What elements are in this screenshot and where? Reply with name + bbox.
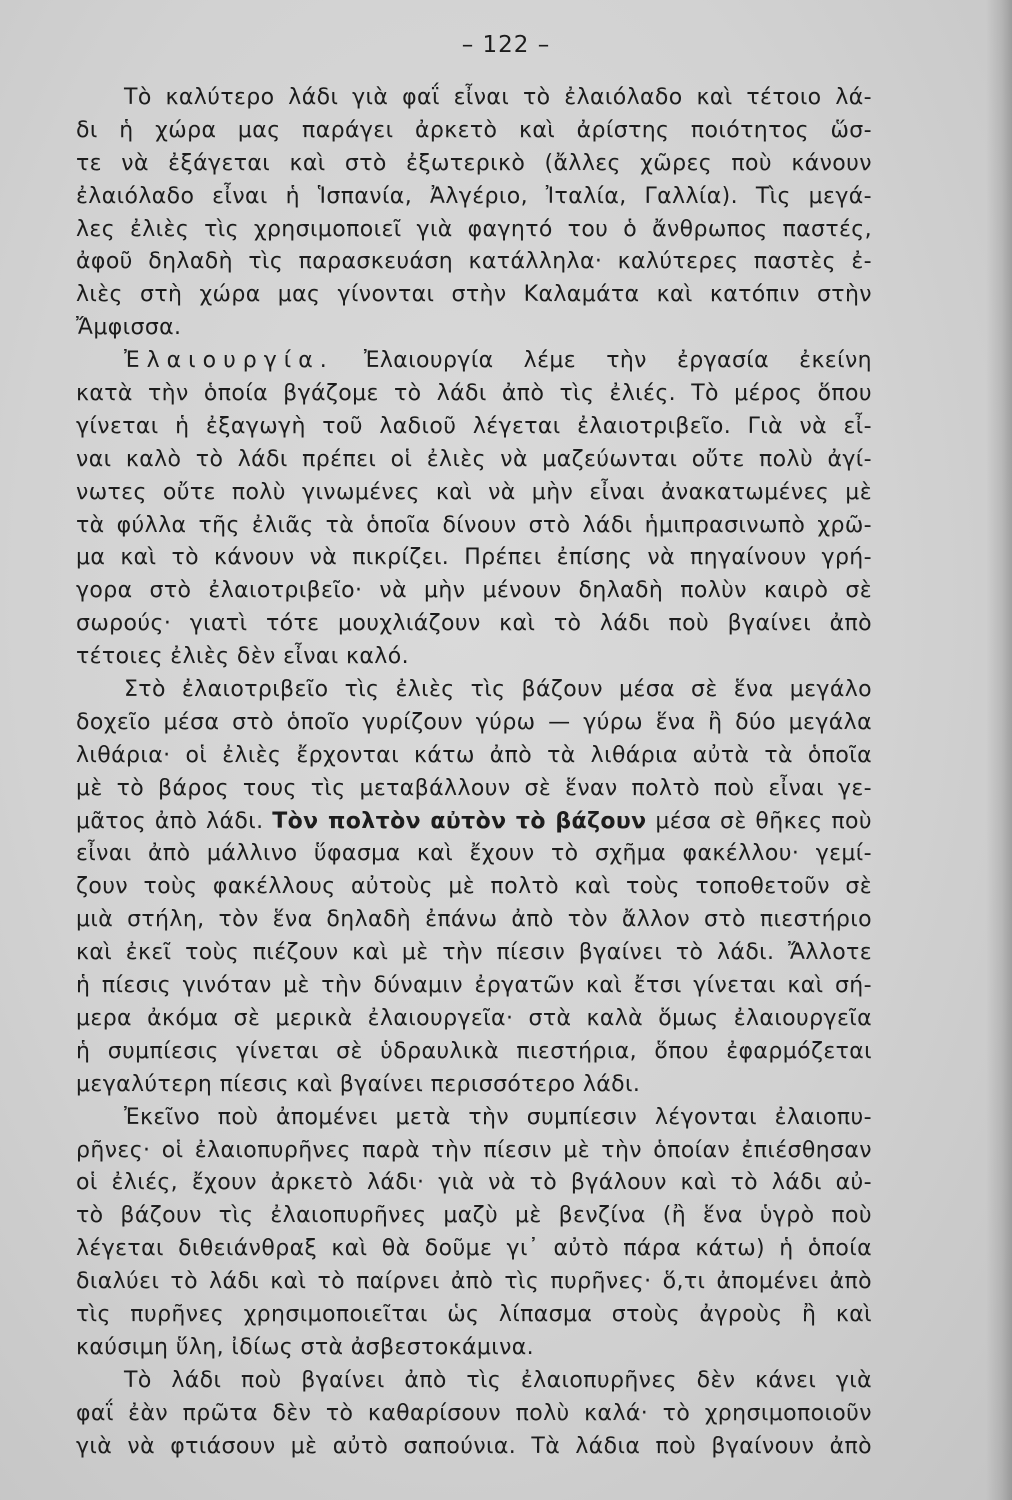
text-line: εἶναι ἀπὸ μάλλινο ὕφασμα καὶ ἔχουν τὸ σχῆμα φακέλλου· γεμί- — [76, 841, 872, 867]
text-line: μιὰ στήλη, τὸν ἕνα δηλαδὴ ἐπάνω ἀπὸ τὸν ἄλλον στὸ πιεστήριο — [76, 907, 872, 933]
text-line — [76, 806, 872, 839]
text-line: Τὸ λάδι ποὺ βγαίνει ἀπὸ τὶς ἐλαιοπυρῆνες δὲν κάνει γιὰ — [124, 1367, 872, 1393]
text-line: δι ἡ χώρα μας παράγει ἀρκετὸ καὶ ἀρίστης ποιότητος ὥσ- — [76, 117, 872, 143]
text-line: γιὰ νὰ φτιάσουν μὲ αὐτὸ σαπούνια. Τὰ λάδια ποὺ βγαίνουν ἀπὸ — [76, 1433, 872, 1459]
text-line: τε νὰ ἐξάγεται καὶ στὸ ἐξωτερικὸ (ἄλλες χῶρες ποὺ κάνουν — [76, 150, 872, 176]
text-line: Ἐκεῖνο ποὺ ἀπομένει μετὰ τὴν συμπίεσιν λέγονται ἐλαιοπυ- — [124, 1104, 872, 1130]
text-line: Ἄμφισσα. — [76, 315, 182, 341]
text-line: ἡ συμπίεσις γίνεται σὲ ὑδραυλικὰ πιεστήρια, ὅπου ἐφαρμόζεται — [76, 1038, 872, 1064]
text-line: ναι καλὸ τὸ λάδι πρέπει οἱ ἐλιὲς νὰ μαζεύωνται οὔτε πολὺ ἀγί- — [76, 446, 872, 472]
text-line: ἡ πίεσις γινόταν μὲ τὴν δύναμιν ἐργατῶν καὶ ἔτσι γίνεται καὶ σή- — [76, 973, 872, 999]
text-line: Στὸ ἐλαιοτριβεῖο τὶς ἐλιὲς τὶς βάζουν μέσα σὲ ἕνα μεγάλο — [124, 677, 872, 703]
text-line: φαΐ ἐὰν πρῶτα δὲν τὸ καθαρίσουν πολὺ καλά· τὸ χρησιμοποιοῦν — [76, 1400, 872, 1426]
text-line: Τὸ καλύτερο λάδι γιὰ φαΐ εἶναι τὸ ἐλαιόλαδο καὶ τέτοιο λά- — [124, 85, 872, 110]
text-line: τὶς πυρῆνες χρησιμοποιεῖται ὡς λίπασμα στοὺς ἀγροὺς ἢ καὶ — [76, 1301, 872, 1327]
text-line-end: μέσα σὲ θῆκες ποὺ — [655, 808, 872, 834]
text-line: ζουν τοὺς φακέλλους αὐτοὺς μὲ πολτὸ καὶ τοὺς τοποθετοῦν σὲ — [76, 874, 872, 900]
section-heading: Ἐλαιουργία. — [124, 348, 334, 374]
page-number: – 122 – — [461, 32, 551, 58]
bold-phrase: Τὸν πολτὸν αὐτὸν τὸ βάζουν — [272, 808, 647, 834]
text-line: καὶ ἐκεῖ τοὺς πιέζουν καὶ μὲ τὴν πίεσιν βγαίνει τὸ λάδι. Ἄλλοτε — [76, 940, 872, 966]
text-line: διαλύει τὸ λάδι καὶ τὸ παίρνει ἀπὸ τὶς πυρῆνες· ὅ,τι ἀπομένει ἀπὸ — [76, 1269, 872, 1295]
text-line: λες ἐλιὲς τὶς χρησιμοποιεῖ γιὰ φαγητό του ὁ ἄνθρωπος παστές, — [76, 216, 872, 242]
text-line: τέτοιες ἐλιὲς δὲν εἶναι καλό. — [76, 644, 409, 670]
text-line: λιὲς στὴ χώρα μας γίνονται στὴν Καλαμάτα καὶ κατόπιν στὴν — [76, 282, 872, 308]
text-line: λιθάρια· οἱ ἐλιὲς ἔρχονται κάτω ἀπὸ τὰ λιθάρια αὐτὰ τὰ ὁποῖα — [76, 742, 872, 768]
text-line: ρῆνες· οἱ ἐλαιοπυρῆνες παρὰ τὴν πίεσιν μὲ τὴν ὁποίαν ἐπιέσθησαν — [76, 1137, 872, 1163]
text-line: μα καὶ τὸ κάνουν νὰ πικρίζει. Πρέπει ἐπίσης νὰ πηγαίνουν γρή- — [76, 545, 872, 571]
text-line — [76, 345, 872, 378]
page-edge-shadow — [986, 0, 1012, 1500]
body-text — [76, 82, 872, 1463]
text-line: νωτες οὔτε πολὺ γινωμένες καὶ νὰ μὴν εἶναι ἀνακατωμένες μὲ — [76, 479, 872, 505]
text-line: ἀφοῦ δηλαδὴ τὶς παρασκευάση κατάλληλα· καλύτερες παστὲς ἐ- — [76, 249, 872, 275]
text-line: τὸ βάζουν τὶς ἐλαιοπυρῆνες μαζὺ μὲ βενζίνα (ἢ ἕνα ὑγρὸ ποὺ — [76, 1203, 872, 1229]
text-line: κατὰ τὴν ὁποία βγάζομε τὸ λάδι ἀπὸ τὶς ἐλιές. Τὸ μέρος ὅπου — [76, 381, 872, 407]
text-line: μὲ τὸ βάρος τους τὶς μεταβάλλουν σὲ ἕναν πολτὸ ποὺ εἶναι γε- — [76, 775, 872, 801]
text-line: καύσιμη ὕλη, ἰδίως στὰ ἀσβεστοκάμινα. — [76, 1334, 535, 1360]
text-line: λέγεται διθειάνθραξ καὶ θὰ δοῦμε γι᾿ αὐτὸ πάρα κάτω) ἡ ὁποία — [76, 1236, 872, 1262]
text-line: μερα ἀκόμα σὲ μερικὰ ἐλαιουργεῖα· στὰ καλὰ ὅμως ἐλαιουργεῖα — [76, 1005, 872, 1031]
text-line: ἐλαιόλαδο εἶναι ἡ Ἱσπανία, Ἀλγέριο, Ἰταλία, Γαλλία). Τὶς μεγά- — [76, 183, 872, 209]
text-line: σωρούς· γιατὶ τότε μουχλιάζουν καὶ τὸ λάδι ποὺ βγαίνει ἀπὸ — [76, 611, 872, 637]
text-line-continuation: Ἐλαιουργία λέμε τὴν ἐργασία ἐκείνη — [363, 348, 872, 374]
text-line: μεγαλύτερη πίεσις καὶ βγαίνει περισσότερο λάδι. — [76, 1071, 641, 1097]
text-line-start: μᾶτος ἀπὸ λάδι. — [76, 808, 264, 834]
text-line: τὰ φύλλα τῆς ἐλιᾶς τὰ ὁποῖα δίνουν στὸ λάδι ἡμιπρασινωπὸ χρῶ- — [76, 512, 872, 538]
text-line: δοχεῖο μέσα στὸ ὁποῖο γυρίζουν γύρω — γύρω ἕνα ἢ δύο μεγάλα — [76, 709, 872, 735]
text-line: γίνεται ἡ ἐξαγωγὴ τοῦ λαδιοῦ λέγεται ἐλαιοτριβεῖο. Γιὰ νὰ εἶ- — [76, 413, 872, 439]
text-line: οἱ ἐλιές, ἔχουν ἀρκετὸ λάδι· γιὰ νὰ τὸ βγάλουν καὶ τὸ λάδι αὐ- — [76, 1170, 872, 1196]
text-line: γορα στὸ ἐλαιοτριβεῖο· νὰ μὴν μένουν δηλαδὴ πολὺν καιρὸ σὲ — [76, 578, 872, 604]
